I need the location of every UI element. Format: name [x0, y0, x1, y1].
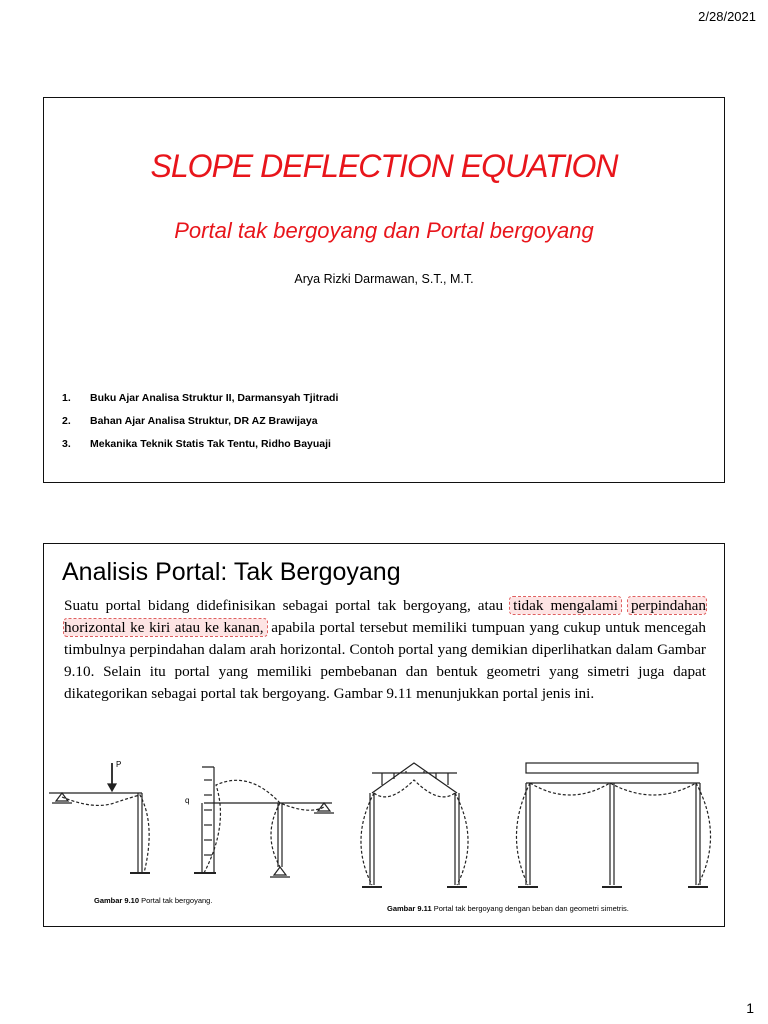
reference-number: 2.	[62, 415, 71, 427]
title-slide	[43, 97, 725, 483]
figure-caption-9-10	[94, 896, 212, 905]
load-label-q: q	[185, 796, 190, 805]
figure-caption-9-11	[387, 904, 629, 913]
author: Arya Rizki Darmawan, S.T., M.T.	[294, 272, 474, 286]
paragraph-text: apabila portal tersebut memiliki tumpuan yang cukup untuk mencegah timbulnya perpindahan dalam arah horizontal. Contoh portal yang demikian diperlihatkan dalam Gambar 9.10. Selain itu portal yang memiliki pembebanan dan bentuk geometri yang simetri juga dapat dikategorikan sebagai portal tak bergoyang. Gambar 9.11 menunjukkan portal jenis ini.	[64, 619, 706, 702]
reference-text: Buku Ajar Analisa Struktur II, Darmansyah Tjitradi	[90, 392, 339, 404]
portal-figures	[44, 755, 724, 925]
reference-item	[62, 415, 338, 438]
figure-9-10a	[49, 763, 150, 873]
caption-text: Portal tak bergoyang dengan beban dan geometri simetris.	[433, 904, 629, 913]
highlighted-phrase: perpindahan horizontal ke kiri atau ke kanan,	[64, 597, 706, 636]
highlighted-phrase: tidak mengalami	[510, 597, 621, 614]
content-slide	[43, 543, 725, 927]
slide-subtitle: Portal tak bergoyang dan Portal bergoyang	[174, 218, 594, 243]
figure-9-11b	[516, 763, 710, 887]
caption-number: Gambar 9.10	[94, 896, 140, 905]
caption-number: Gambar 9.11	[387, 904, 432, 913]
date-stamp: 2/28/2021	[698, 9, 756, 24]
reference-text: Mekanika Teknik Statis Tak Tentu, Ridho Bayuaji	[90, 438, 331, 450]
reference-number: 3.	[62, 438, 71, 450]
paragraph-text: Suatu portal bidang didefinisikan sebagai portal tak bergoyang, atau	[64, 597, 504, 614]
caption-text: Portal tak bergoyang.	[141, 896, 213, 905]
reference-number: 1.	[62, 392, 71, 404]
definition-paragraph	[64, 595, 706, 705]
slide-title: SLOPE DEFLECTION EQUATION	[150, 148, 618, 184]
page-number: 1	[746, 1000, 754, 1016]
reference-text: Bahan Ajar Analisa Struktur, DR AZ Brawijaya	[90, 415, 318, 427]
reference-list	[62, 392, 338, 461]
reference-item	[62, 392, 338, 415]
reference-item	[62, 438, 338, 461]
load-label-p: P	[116, 760, 122, 769]
figure-9-11a	[361, 763, 468, 887]
figure-9-10b	[194, 767, 334, 877]
slide-heading: Analisis Portal: Tak Bergoyang	[62, 558, 401, 586]
